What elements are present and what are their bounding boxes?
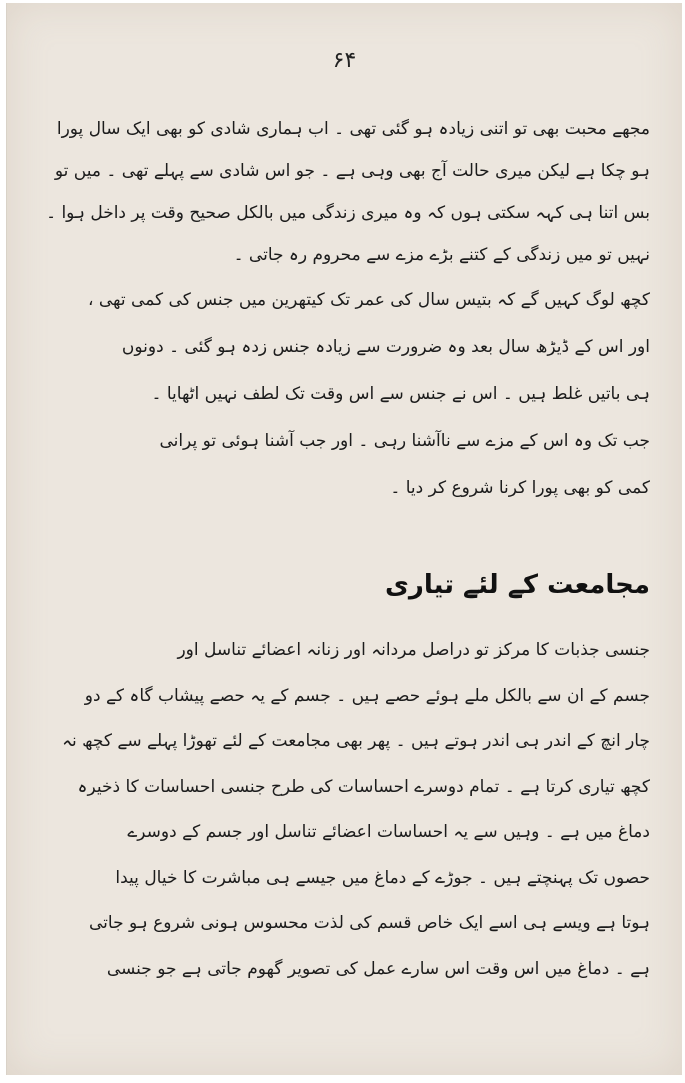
paragraph-2: [40, 277, 650, 512]
paragraph-3-line: دماغ میں ہے ۔ وہیں سے یہ احساسات اعضائے تناسل اور جسم کے دوسرے: [127, 822, 650, 842]
paragraph-3-line: کچھ تیاری کرتا ہے ۔ تمام دوسرے احساسات کی طرح جنسی احساسات کا ذخیرہ: [77, 776, 650, 797]
paragraph-3-line: چار انچ کے اندر ہی اندر ہوتے ہیں ۔ پھر بھی مجامعت کے لئے تھوڑا پہلے سے کچھ نہ: [62, 731, 650, 751]
paragraph-3-line: حصوں تک پہنچتے ہیں ۔ جوڑے کے دماغ میں جیسے ہی مباشرت کا خیال پیدا: [115, 867, 650, 888]
paragraph-3-line: جسم کے ان سے بالکل ملے ہوئے حصے ہیں ۔ جسم کے یہ حصے پیشاب گاہ کے دو: [84, 685, 650, 706]
paragraph-2-line: کچھ لوگ کہیں گے کہ بتیس سال کی عمر تک کیتھرین میں جنس کی کمی تھی ،: [88, 290, 650, 310]
paragraph-1-line: نہیں تو میں زندگی کے کتنے بڑے مزے سے محروم رہ جاتی ۔: [233, 245, 650, 265]
paragraph-2-line: اور اس کے ڈیڑھ سال بعد وہ ضرورت سے زیادہ جنس زدہ ہو گئی ۔ دونوں: [121, 337, 650, 357]
section-heading: مجامعت کے لئے تیاری: [385, 570, 650, 600]
paragraph-1-line: ہو چکا ہے لیکن میری حالت آج بھی وہی ہے ۔ جو اس شادی سے پہلے تھی ۔ میں تو: [54, 161, 650, 181]
paragraph-1-line: مجھے محبت بھی تو اتنی زیادہ ہو گئی تھی ۔ اب ہماری شادی کو بھی ایک سال پورا: [56, 119, 650, 139]
paragraph-3: [40, 628, 650, 992]
paragraph-3-line: جنسی جذبات کا مرکز تو دراصل مردانہ اور زنانہ اعضائے تناسل اور: [177, 640, 650, 660]
paragraph-3-line: ہوتا ہے ویسے ہی اسے ایک خاص قسم کی لذت محسوس ہونی شروع ہو جاتی: [89, 913, 650, 933]
paragraph-2-line: ہی باتیں غلط ہیں ۔ اس نے جنس سے اس وقت تک لطف نہیں اٹھایا ۔: [151, 384, 650, 404]
paragraph-2-line: کمی کو بھی پورا کرنا شروع کر دیا ۔: [390, 478, 650, 498]
paragraph-3-line: ہے ۔ دماغ میں اس وقت اس سارے عمل کی تصویر گھوم جاتی ہے جو جنسی: [106, 958, 650, 979]
paragraph-1: [40, 108, 650, 276]
paragraph-2-line: جب تک وہ اس کے مزے سے ناآشنا رہی ۔ اور جب آشنا ہوئی تو پرانی: [159, 431, 650, 451]
page-number: ۶۴: [332, 48, 357, 73]
book-page: [6, 3, 682, 1075]
paragraph-1-line: بس اتنا ہی کہہ سکتی ہوں کہ وہ میری زندگی میں بالکل صحیح وقت پر داخل ہوا ۔: [46, 203, 650, 223]
